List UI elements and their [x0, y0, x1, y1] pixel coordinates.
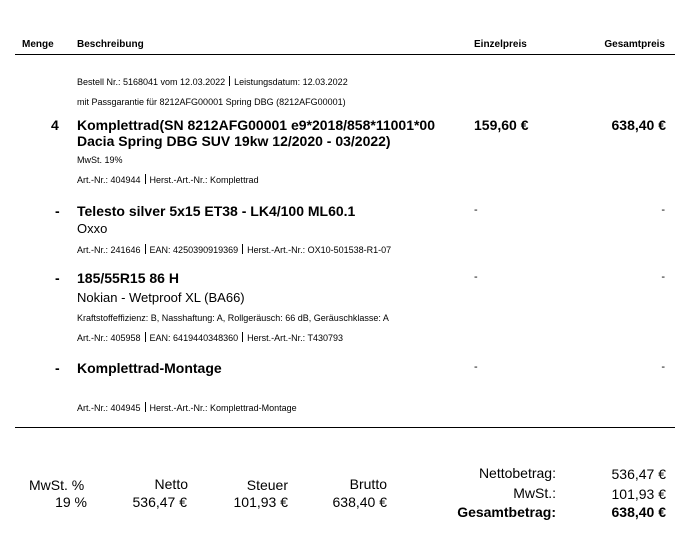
item-article-numbers	[77, 402, 297, 413]
item-article-numbers	[77, 244, 391, 255]
tax-rate-value: 19 %	[55, 494, 87, 510]
item-brand: Nokian - Wetproof XL (BA66)	[77, 290, 245, 305]
article-number: Art.-Nr.: 404945	[77, 403, 141, 413]
item-total-price: -	[661, 204, 665, 216]
tax-brutto-value: 638,40 €	[332, 494, 387, 510]
order-number: Bestell Nr.: 5168041 vom 12.03.2022	[77, 77, 226, 87]
col-header-menge: Menge	[22, 39, 54, 50]
tax-header-netto: Netto	[154, 476, 188, 492]
separator	[229, 76, 230, 86]
service-date: Leistungsdatum: 12.03.2022	[234, 77, 348, 87]
order-info-line	[77, 76, 348, 87]
item-total-price: 638,40 €	[611, 117, 666, 133]
item-title: Telesto silver 5x15 ET38 - LK4/100 ML60.1	[77, 203, 356, 219]
item-tax-rate: MwSt. 19%	[77, 155, 123, 165]
tax-header-steuer: Steuer	[246, 477, 288, 493]
item-title: Komplettrad-Montage	[77, 360, 222, 376]
fit-guarantee-line: mit Passgarantie für 8212AFG00001 Spring DBG (8212AFG00001)	[77, 97, 346, 107]
separator	[242, 244, 243, 254]
separator	[145, 174, 146, 184]
col-header-einzelpreis: Einzelpreis	[474, 39, 527, 50]
manufacturer-article-number: Herst.-Art.-Nr.: OX10-501538-R1-07	[247, 245, 392, 255]
separator	[242, 332, 243, 342]
item-title: 185/55R15 86 H	[77, 270, 179, 286]
grand-total-label: Gesamtbetrag:	[457, 504, 556, 520]
item-unit-price: 159,60 €	[474, 117, 529, 133]
vat-amount-value: 101,93 €	[611, 486, 666, 502]
item-unit-price: -	[474, 204, 478, 216]
separator	[145, 332, 146, 342]
separator	[145, 244, 146, 254]
tax-header-rate: MwSt. %	[29, 477, 85, 493]
tax-header-brutto: Brutto	[349, 476, 387, 492]
item-unit-price: -	[474, 361, 478, 373]
net-amount-label: Nettobetrag:	[478, 465, 556, 481]
manufacturer-article-number: Herst.-Art.-Nr.: T430793	[247, 333, 343, 343]
tax-netto-value: 536,47 €	[132, 494, 187, 510]
separator	[145, 402, 146, 412]
manufacturer-article-number: Herst.-Art.-Nr.: Komplettrad	[149, 175, 259, 185]
item-eu-tyre-label: Kraftstoffeffizienz: B, Nasshaftung: A, Rollgeräusch: 66 dB, Geräuschklasse: A	[77, 313, 389, 323]
item-title: Komplettrad(SN 8212AFG00001 e9*2018/858*11001*00	[77, 117, 436, 133]
item-quantity: -	[55, 360, 60, 376]
col-header-beschreibung: Beschreibung	[77, 39, 144, 50]
items-divider	[15, 427, 675, 428]
item-quantity: 4	[51, 117, 59, 133]
article-number: Art.-Nr.: 241646	[77, 245, 141, 255]
manufacturer-article-number: Herst.-Art.-Nr.: Komplettrad-Montage	[149, 403, 297, 413]
net-amount-value: 536,47 €	[611, 466, 666, 482]
item-brand: Oxxo	[77, 221, 108, 236]
item-total-price: -	[661, 361, 665, 373]
item-article-numbers	[77, 332, 343, 343]
item-unit-price: -	[474, 271, 478, 283]
item-title-line2: Dacia Spring DBG SUV 19kw 12/2020 - 03/2022)	[77, 133, 391, 149]
col-header-gesamtpreis: Gesamtpreis	[604, 39, 665, 50]
item-total-price: -	[661, 271, 665, 283]
item-quantity: -	[55, 203, 60, 219]
ean-number: EAN: 6419440348360	[149, 333, 239, 343]
header-divider	[15, 54, 675, 55]
article-number: Art.-Nr.: 404944	[77, 175, 141, 185]
grand-total-value: 638,40 €	[611, 504, 666, 520]
article-number: Art.-Nr.: 405958	[77, 333, 141, 343]
item-quantity: -	[55, 270, 60, 286]
item-article-numbers	[77, 174, 259, 185]
tax-steuer-value: 101,93 €	[233, 494, 288, 510]
ean-number: EAN: 4250390919369	[149, 245, 239, 255]
vat-amount-label: MwSt.:	[513, 485, 556, 501]
